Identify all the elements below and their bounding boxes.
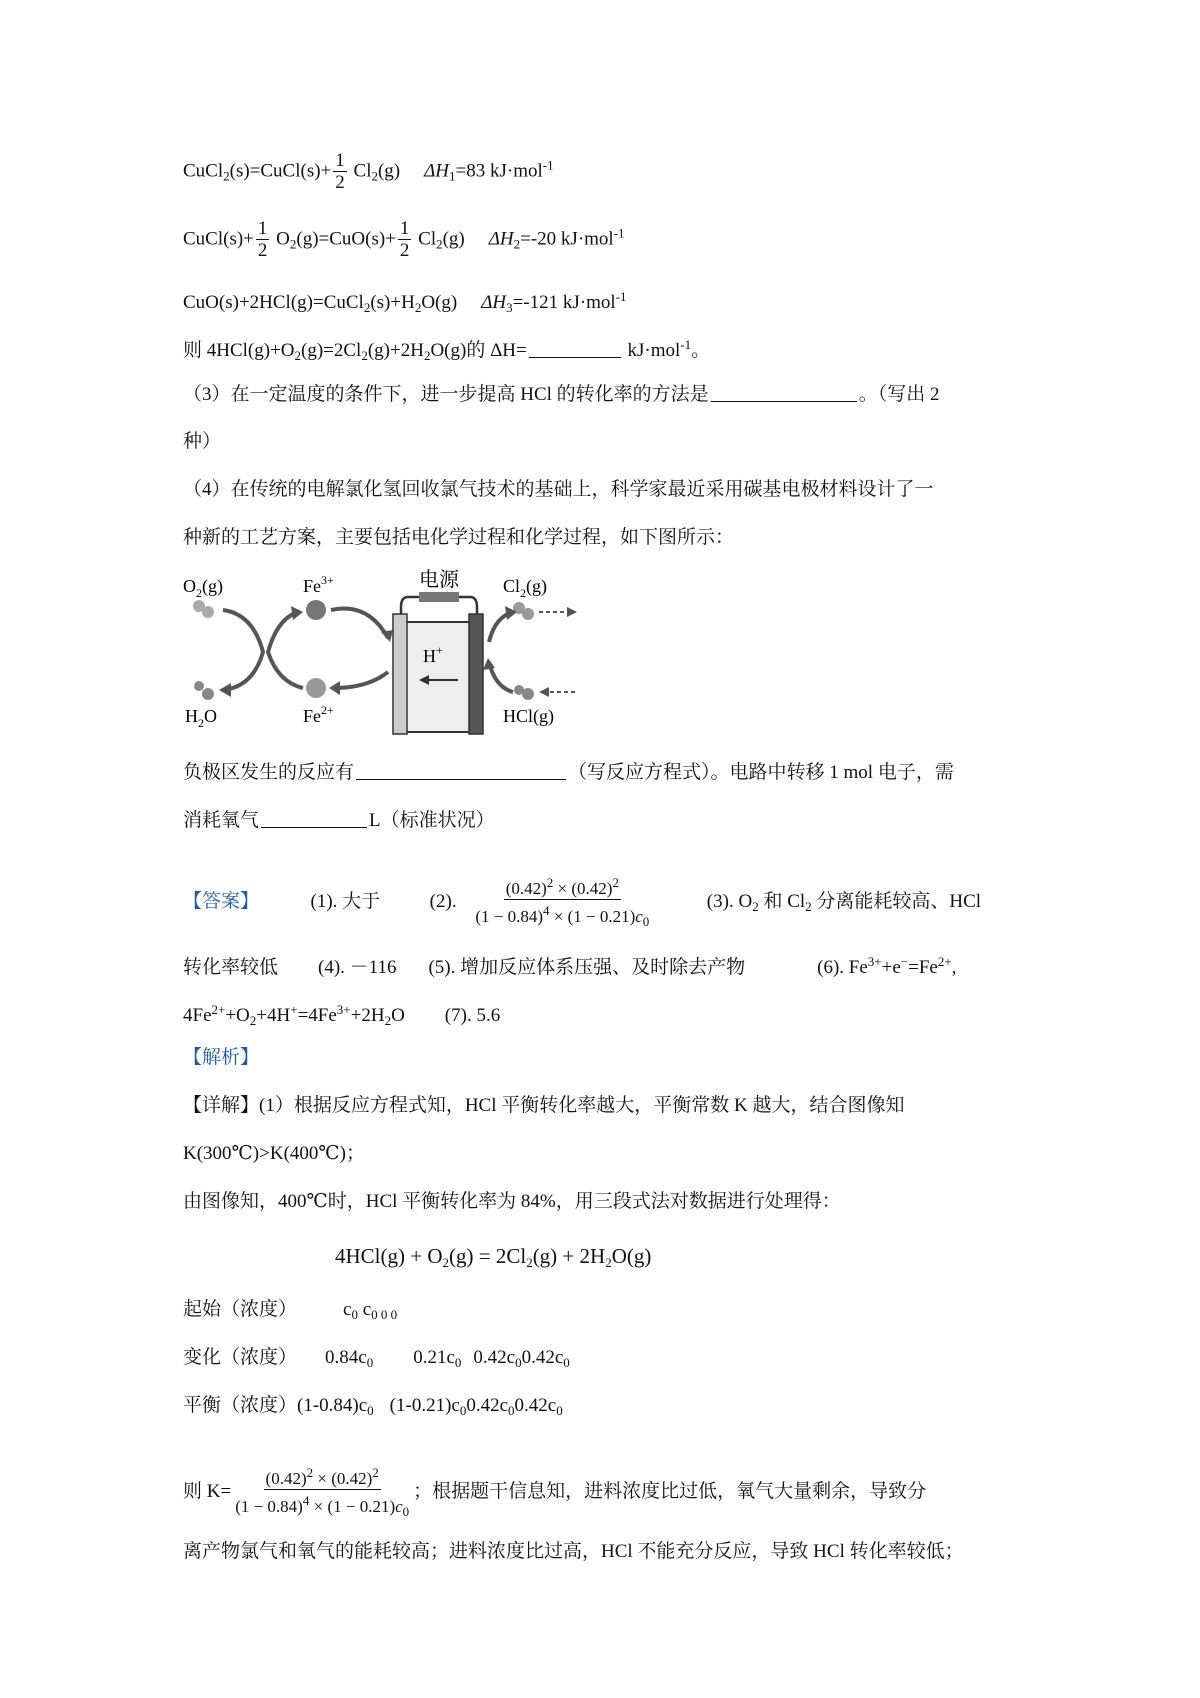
answer-tag: 【答案】 <box>183 890 260 912</box>
fe3-ion-icon <box>306 600 326 620</box>
anode-electrode <box>393 614 407 734</box>
equation-1: CuCl$_2$(s)=CuCl(s)+ $\frac{1}{2}$ $Cl_2(g)$ $\Delta H_1=83$ kJ·mol$^{-1}$ <box>183 150 554 193</box>
three-stage-row-initial: 起始（浓度） $c_0$ $c_{0 0 0}$ <box>183 1299 398 1322</box>
fraction: $\frac{1}{2}$ <box>257 218 268 261</box>
svg-text:O2(g): $O_2(g)$ <box>183 576 223 600</box>
answer-blank <box>711 382 857 402</box>
analysis-tag: 【解析】 <box>183 1047 260 1068</box>
question-4-negative: 负极区发生的反应有 （写反应方程式）。电路中转移 1 mol 电子，需 <box>183 762 954 783</box>
three-stage-row-change: 变化（浓度） $0.84c_0$ $0.21c_0$ $0.42c_00.42c_0$ <box>183 1347 570 1370</box>
svg-text:HCl(g): HCl(g) <box>503 706 554 726</box>
svg-text:Cl2(g): $Cl_2(g)$ <box>503 576 548 600</box>
arrow-icon <box>567 607 577 617</box>
question-3: （3）在一定温度的条件下，进一步提高 HCl 的转化率的方法是 。（写出 2 <box>183 384 940 405</box>
question-4-line1: （4）在传统的电解氯化氢回收氯气技术的基础上，科学家最近采用碳基电极材料设计了一 <box>183 479 934 500</box>
answer-blank <box>261 808 367 828</box>
fraction: $\frac{1}{2}$ <box>335 150 345 193</box>
cathode-electrode <box>469 614 483 734</box>
question-enthalpy: 则 $4HCl(g)+O_2(g)=2Cl_2(g)+2H_2O(g)$的 ΔH= kJ·mol$^{-1}$。 <box>183 337 711 363</box>
answer-line-2: 转化率较低 (4). －116 (5). 增加反应体系压强、及时除去产物 (6). $Fe^{3+}+e^-=Fe^{2+}$, <box>183 954 957 978</box>
fraction: $\frac{1}{2}$ <box>399 218 410 261</box>
svg-text:Fe3+: $Fe^{3+}$ <box>303 573 334 596</box>
svg-text:H2O: $H_2O$ <box>185 706 217 730</box>
question-4-oxygen: 消耗氧气 L（标准状况） <box>183 810 495 831</box>
three-stage-row-equilibrium: 平衡（浓度）$(1-0.84)c_0$ $(1-0.21)c_00.42c_00.42c_0$ <box>183 1395 563 1418</box>
question-3-cont: 种） <box>183 431 222 452</box>
k-expression: 则 K= $\frac{(0.42)^2 \times (0.42)^2}{(1 - 0.84)^4 \times (1 - 0.21)c_0}$ ；根据题干信息知，进料浓度比过低，氧气大量剩余，导致分 <box>183 1462 926 1523</box>
power-label: 电源 <box>419 569 459 591</box>
question-4-line2: 种新的工艺方案，主要包括电化学过程和化学过程，如下图所示： <box>183 527 735 548</box>
svg-text:H+: H+ <box>423 643 443 666</box>
power-supply-icon <box>419 592 459 602</box>
reaction-equation: $4HCl(g) + O_2(g) = 2Cl_2(g) + 2H_2O(g)$ <box>335 1244 652 1270</box>
answer-blank <box>356 760 566 780</box>
electrolytic-cell <box>403 622 473 732</box>
detail-last-line: 离产物氯气和氧气的能耗较高；进料浓度比过高，HCl 不能充分反应，导致 HCl 转化率较低； <box>183 1541 964 1562</box>
electrolysis-diagram <box>183 562 603 742</box>
k-fraction: $\frac{(0.42)^2 \times (0.42)^2}{(1 - 0.84)^4 \times (1 - 0.21)c_0}$ <box>473 872 651 933</box>
answer-line-3: $4Fe^{2+}+O_2+4H^+=4Fe^{3+}+2H_2O$ (7). 5.6 <box>183 1002 501 1028</box>
h2o-molecule-icon <box>194 681 204 691</box>
answer-line-1: 【答案】 (1). 大于 (2). $\frac{(0.42)^2 \times (0.42)^2}{(1 - 0.84)^4 \times (1 - 0.21)c_0}$ (3). $O_2$ 和 $Cl_2$ 分离能耗较高、HCl <box>183 872 981 933</box>
detail-line-3: 由图像知，400℃时，HCl 平衡转化率为 84%，用三段式法对数据进行处理得： <box>183 1191 841 1212</box>
detail-line-1: 【详解】(1）根据反应方程式知，HCl 平衡转化率越大，平衡常数 K 越大，结合图像知 <box>183 1095 905 1116</box>
answer-blank <box>529 338 621 358</box>
svg-text:Fe2+: $Fe^{2+}$ <box>303 703 334 726</box>
equation-2: CuCl(s)+ $\frac{1}{2}$ $O_2(g)=CuO(s)+$ $\frac{1}{2}$ $Cl_2(g)$ $\Delta H_2=-20$ kJ·mol$^{-1}$ <box>183 218 625 261</box>
arrow-icon <box>539 687 549 697</box>
detail-line-2: K(300℃)>K(400℃)； <box>183 1143 365 1164</box>
k-fraction: $\frac{(0.42)^2 \times (0.42)^2}{(1 - 0.84)^4 \times (1 - 0.21)c_0}$ <box>233 1462 411 1523</box>
fe2-ion-icon <box>306 678 326 698</box>
equation-3: $CuO(s)+2HCl(g)=CuCl_2(s)+H_2O(g)$ $\Delta H_3=-121$ kJ·mol$^{-1}$ <box>183 289 627 315</box>
